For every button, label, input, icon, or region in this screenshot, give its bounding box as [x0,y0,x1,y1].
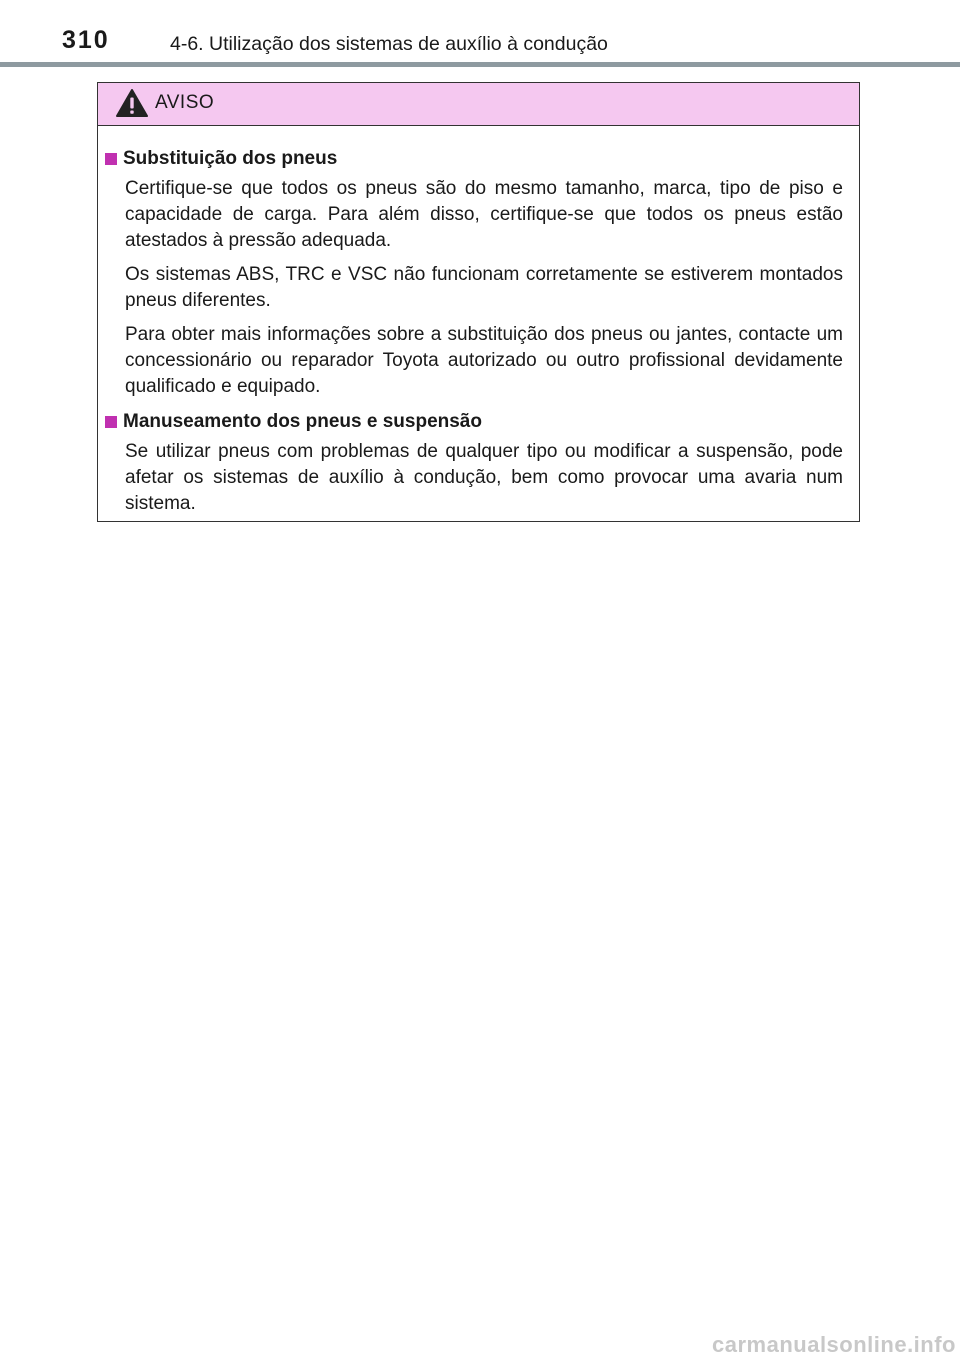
paragraph: Certifique-se que todos os pneus são do mesmo tamanho, marca, tipo de piso e capacidade de carga. Para além disso, certifique-se que todos os pneus estão atestados à pressão adequada. [125,178,843,251]
section-tire-replacement [105,145,843,400]
section-bullet [105,416,117,428]
watermark: carmanualsonline.info [712,1332,956,1357]
section-heading: Manuseamento dos pneus e suspensão [123,411,482,432]
section-heading: Substituição dos pneus [123,148,338,169]
warning-label: AVISO [155,92,215,113]
paragraph: Para obter mais informações sobre a substituição dos pneus ou jantes, contacte um concessionário ou reparador Toyota autorizado ou outro profissional devidamente qualificado e equipado. [125,324,843,397]
page-header [0,0,960,68]
section-bullet [105,153,117,165]
paragraph: Se utilizar pneus com problemas de qualquer tipo ou modificar a suspensão, pode afetar os sistemas de auxílio à condução, bem como provocar uma avaria num sistema. [125,441,843,514]
warning-box [97,82,860,522]
section-tire-handling [105,408,843,517]
warning-triangle-icon [115,88,149,118]
paragraph: Os sistemas ABS, TRC e VSC não funcionam corretamente se estiverem montados pneus diferentes. [125,264,843,311]
header-rule [0,62,960,67]
page-number: 310 [62,26,110,54]
warning-header [98,83,859,126]
warning-content [98,126,859,517]
section-title: 4-6. Utilização dos sistemas de auxílio à condução [170,33,608,55]
